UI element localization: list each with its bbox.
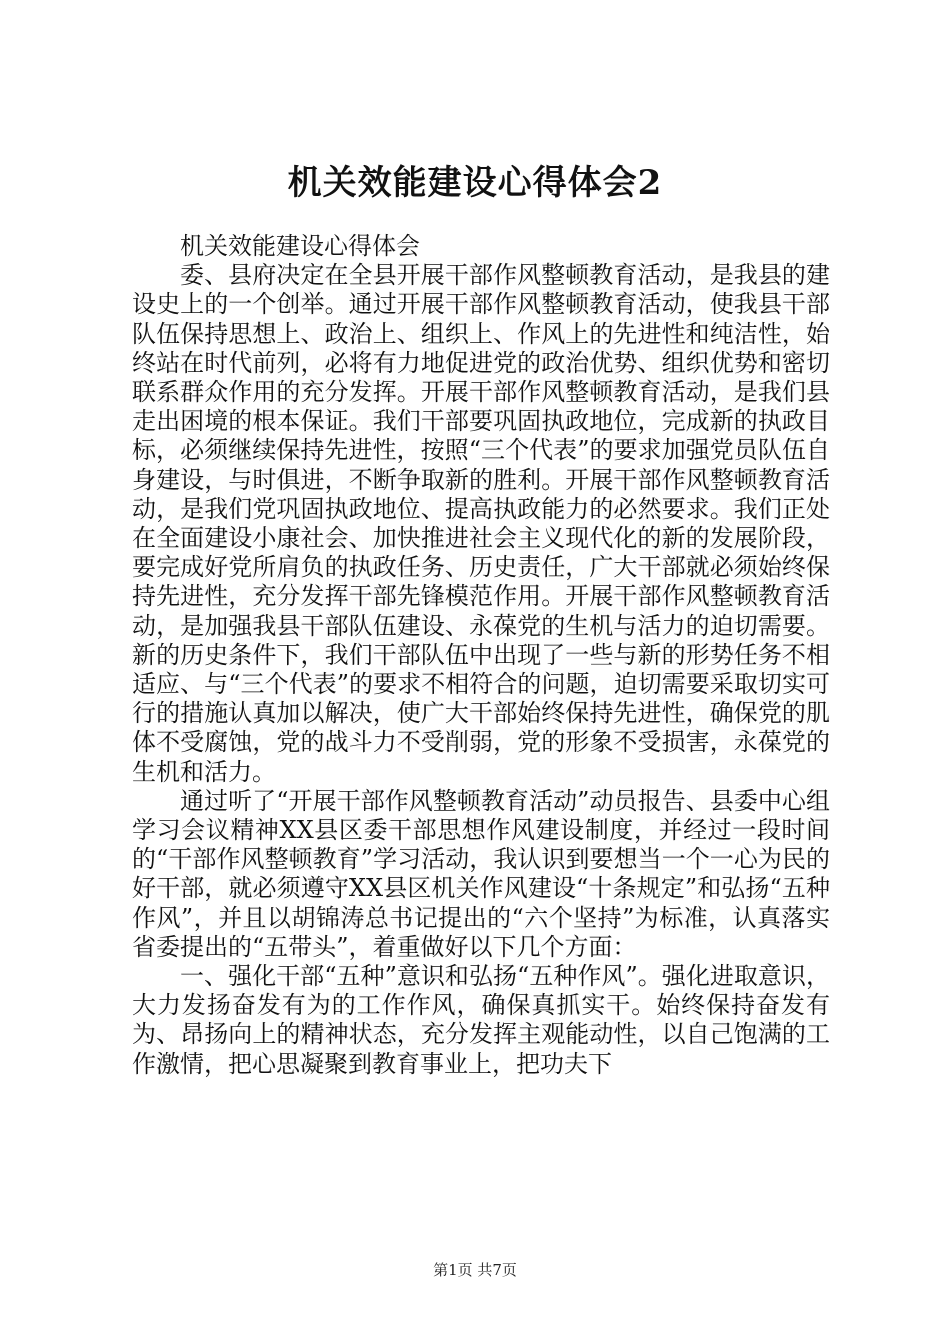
document-title: 机关效能建设心得体会2 (287, 163, 663, 203)
paragraph-2: 通过听了“开展干部作风整顿教育活动”动员报告、县委中心组学习会议精神XX县区委干部思想作风建设制度，并经过一段时间的“干部作风整顿教育”学习活动，我认识到要想当一个一心为民的好干部，就必须遵守XX县区机关作风建设“十条规定”和弘扬“五种作风”，并且以胡锦涛总书记提出的“六个坚持”为标准，认真落实省委提出的“五带头”，着重做好以下几个方面： (132, 786, 830, 961)
paragraph-subtitle: 机关效能建设心得体会 (180, 232, 420, 260)
page-footer: 第1页 共7页 (433, 1261, 517, 1279)
paragraph-3: 一、强化干部“五种”意识和弘扬“五种作风”。强化进取意识，大力发扬奋发有为的工作作风，确保真抓实干。始终保持奋发有为、昂扬向上的精神状态，充分发挥主观能动性，以自己饱满的工作激情，把心思凝聚到教育事业上，把功夫下 (132, 962, 830, 1078)
document-body (132, 232, 830, 1079)
paragraph-1: 委、县府决定在全县开展干部作风整顿教育活动，是我县的建设史上的一个创举。通过开展干部作风整顿教育活动，使我县干部队伍保持思想上、政治上、组织上、作风上的先进性和纯洁性，始终站在时代前列，必将有力地促进党的政治优势、组织优势和密切联系群众作用的充分发挥。开展干部作风整顿教育活动，是我们县走出困境的根本保证。我们干部要巩固执政地位，完成新的执政目标，必须继续保持先进性，按照“三个代表”的要求加强党员队伍自身建设，与时俱进，不断争取新的胜利。开展干部作风整顿教育活动，是我们党巩固执政地位、提高执政能力的必然要求。我们正处在全面建设小康社会、加快推进社会主义现代化的新的发展阶段，要完成好党所肩负的执政任务、历史责任，广大干部就必须始终保持先进性，充分发挥干部先锋模范作用。开展干部作风整顿教育活动，是加强我县干部队伍建设、永葆党的生机与活力的迫切需要。新的历史条件下，我们干部队伍中出现了一些与新的形势任务不相适应、与“三个代表”的要求不相符合的问题，迫切需要采取切实可行的措施认真加以解决，使广大干部始终保持先进性，确保党的肌体不受腐蚀，党的战斗力不受削弱，党的形象不受损害，永葆党的生机和活力。 (132, 261, 830, 786)
